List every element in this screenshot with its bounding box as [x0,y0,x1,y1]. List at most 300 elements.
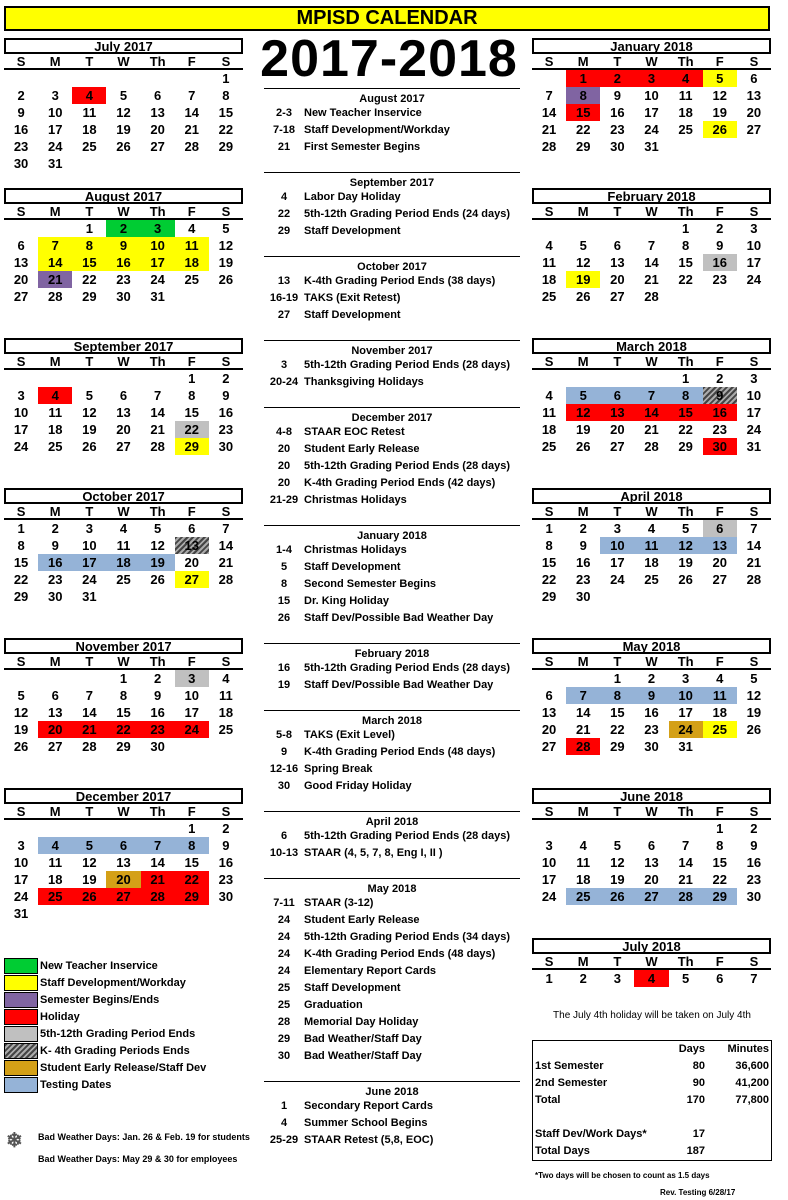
day-cell: 7 [188,88,196,103]
day-cell: 6 [613,238,621,253]
day-cell: 3 [613,971,621,986]
day-cell: 17 [72,554,106,571]
day-cell: 24 [746,422,762,437]
day-cell: 8 [600,687,634,704]
legend-swatch [4,1026,38,1042]
event-text: Graduation [304,999,363,1011]
month-title: February 2018 [532,188,771,204]
day-cell: 6 [545,688,553,703]
day-cell: 27 [610,289,625,304]
day-cell: 9 [154,688,162,703]
event-date: 1-4 [276,544,292,556]
day-cell: 27 [13,289,29,304]
event-date: 30 [277,780,291,792]
empty-cell [4,370,38,387]
day-cell: 27 [116,439,131,454]
day-cell: 23 [218,422,234,437]
day-cell: 12 [575,255,591,270]
empty-cell [566,820,600,837]
event-row [264,290,520,307]
day-cell: 27 [47,739,63,754]
day-cell: 8 [566,87,600,104]
empty-cell [566,670,600,687]
legend-label: Holiday [40,1010,80,1023]
day-cell: 18 [541,422,557,437]
day-cell: 25 [541,439,557,454]
day-cell: 3 [613,521,621,536]
day-cell: 25 [116,572,131,587]
weekday-label: S [544,204,554,219]
day-cell: 22 [610,722,625,737]
day-cell: 12 [82,405,97,420]
weekday-label: Th [677,504,694,519]
day-cell: 31 [150,289,165,304]
weekday-label: F [187,804,196,819]
day-cell: 16 [218,405,234,420]
event-text: Spring Break [304,763,373,775]
event-row [264,559,520,576]
day-cell: 21 [38,271,72,288]
weekday-header [4,504,243,520]
day-cell: 7 [647,238,656,253]
day-cell: 12 [669,537,703,554]
empty-cell [72,820,106,837]
weekday-label: F [715,954,724,969]
event-row [264,307,520,324]
day-cell: 15 [669,404,703,421]
day-cell: 8 [119,688,128,703]
legend-item [4,1059,234,1076]
day-cell: 3 [545,838,553,853]
day-cell: 2 [579,521,587,536]
day-cell: 13 [541,705,557,720]
day-cell: 19 [82,422,97,437]
event-text: Labor Day Holiday [304,191,401,203]
day-cell: 19 [141,554,175,571]
day-cell: 18 [541,272,557,287]
weekday-header [4,654,243,670]
weekday-label: M [577,354,589,369]
event-date: 3 [280,359,288,371]
day-cell: 1 [682,221,690,236]
day-cell: 18 [175,254,209,271]
summary-cell: Total Days [535,1145,590,1157]
event-row [264,374,520,391]
day-cell: 12 [746,688,762,703]
weekday-label: S [221,54,231,69]
day-cell: 17 [47,122,63,137]
day-cell: 3 [682,671,690,686]
event-text: Dr. King Holiday [304,595,389,607]
day-cell: 2 [106,220,140,237]
day-cell: 9 [222,388,230,403]
day-cell: 4 [545,238,553,253]
month-october-2017 [4,488,243,605]
calendar-title: MPISD CALENDAR [4,6,770,31]
event-text: Secondary Report Cards [304,1100,433,1112]
event-month-title: September 2017 [264,172,520,189]
weekday-label: M [577,504,589,519]
event-row [264,357,520,374]
month-june-2018 [532,788,771,905]
day-cell: 21 [72,721,106,738]
day-cell: 26 [746,722,762,737]
day-cell: 4 [119,521,128,536]
legend-item [4,957,234,974]
legend [4,957,234,1093]
weekday-header [532,504,771,520]
month-december-2017 [4,788,243,922]
day-cell: 18 [712,705,727,720]
day-cell: 22 [175,871,209,888]
legend-label: Testing Dates [40,1078,112,1091]
day-cell: 20 [644,872,659,887]
day-cell: 18 [106,554,140,571]
day-cell: 4 [716,671,724,686]
day-cell: 21 [141,871,175,888]
event-row [264,912,520,929]
day-cell: 2 [716,221,724,236]
weekday-label: M [49,54,61,69]
day-cell: 6 [51,688,59,703]
day-cell: 21 [746,555,762,570]
day-cell: 7 [634,387,668,404]
weekday-header [4,354,243,370]
empty-cell [600,370,634,387]
weekday-header [532,954,771,970]
weekday-label: Th [149,54,166,69]
weekday-label: F [715,504,724,519]
event-month-title: February 2018 [264,643,520,660]
day-cell: 15 [72,254,106,271]
day-cell: 9 [703,387,737,404]
month-november-2017 [4,638,243,755]
day-cell: 8 [222,88,230,103]
legend-label: Staff Development/Workday [40,976,186,989]
event-text: 5th-12th Grading Period Ends (24 days) [304,208,510,220]
day-cell: 29 [116,739,131,754]
day-cell: 24 [541,889,557,904]
day-cell: 23 [13,139,29,154]
event-row [264,492,520,509]
weekday-label: F [715,354,724,369]
day-cell: 3 [17,838,25,853]
weekday-label: F [187,54,196,69]
day-cell: 8 [175,837,209,854]
events-column [264,88,520,1149]
weekday-label: Th [677,204,694,219]
day-cell: 31 [678,739,693,754]
day-cell: 19 [712,105,727,120]
bad-weather-employees: Bad Weather Days: May 29 & 30 for employees [38,1154,238,1164]
day-cell: 1 [566,70,600,87]
day-cell: 10 [47,105,63,120]
day-cell: 5 [579,238,587,253]
event-date: 4 [280,191,288,203]
day-cell: 24 [746,272,762,287]
day-cell: 13 [746,88,762,103]
day-grid [4,70,243,172]
empty-cell [38,670,72,687]
day-cell: 25 [218,722,234,737]
weekday-label: S [749,504,759,519]
day-cell: 20 [610,272,625,287]
event-text: First Semester Begins [304,141,421,153]
day-cell: 1 [85,221,93,236]
day-cell: 27 [610,439,625,454]
day-cell: 19 [13,722,29,737]
summary-cell: Staff Dev/Work Days* [535,1128,647,1140]
event-month-block [264,525,520,627]
day-cell: 6 [119,388,128,403]
weekday-label: W [117,204,130,219]
event-text: 5th-12th Grading Period Ends (28 days) [304,830,510,842]
event-text: Student Early Release [304,914,420,926]
event-month-block [264,1081,520,1149]
event-text: Thanksgiving Holidays [304,376,424,388]
weekday-label: W [117,54,130,69]
day-cell: 24 [47,139,63,154]
empty-cell [106,70,140,87]
empty-cell [600,220,634,237]
day-cell: 14 [150,405,165,420]
day-cell: 28 [746,572,762,587]
event-text: 5th-12th Grading Period Ends (28 days) [304,359,510,371]
weekday-label: W [117,654,130,669]
legend-swatch [4,1077,38,1093]
day-cell: 10 [13,855,29,870]
event-row [264,997,520,1014]
event-text: Christmas Holidays [304,494,407,506]
weekday-label: S [544,504,554,519]
day-cell: 22 [106,721,140,738]
empty-cell [4,820,38,837]
day-cell: 6 [106,837,140,854]
event-text: 5th-12th Grading Period Ends (34 days) [304,931,510,943]
event-date: 24 [277,948,291,960]
revision-note: Rev. Testing 6/28/17 [660,1188,736,1197]
month-july-2017 [4,38,243,172]
weekday-label: T [613,504,622,519]
weekday-label: F [187,504,196,519]
day-cell: 7 [222,521,230,536]
day-cell: 15 [116,705,131,720]
event-text: STAAR (3-12) [304,897,374,909]
day-cell: 16 [703,404,737,421]
empty-cell [4,670,38,687]
event-text: Staff Development [304,309,401,321]
day-cell: 9 [634,687,668,704]
event-date: 2-3 [276,107,292,119]
weekday-header [532,54,771,70]
day-cell: 5 [613,838,621,853]
day-cell: 13 [47,705,63,720]
day-cell: 28 [644,439,659,454]
weekday-label: M [577,954,589,969]
day-cell: 16 [106,254,140,271]
day-cell: 13 [150,105,165,120]
day-cell: 30 [575,589,591,604]
day-cell: 12 [82,855,97,870]
day-cell: 29 [541,589,557,604]
weekday-label: Th [149,654,166,669]
event-date: 30 [277,1050,291,1062]
month-february-2018 [532,188,771,305]
legend-item [4,1008,234,1025]
day-cell: 15 [218,105,234,120]
day-cell: 14 [678,855,693,870]
event-row [264,946,520,963]
event-date: 16-19 [269,292,299,304]
day-cell: 19 [610,872,625,887]
day-cell: 25 [47,439,63,454]
day-cell: 29 [82,289,97,304]
day-cell: 22 [13,572,29,587]
day-cell: 13 [610,255,625,270]
day-cell: 13 [644,855,659,870]
day-cell: 1 [222,71,230,86]
day-cell: 29 [218,139,234,154]
summary-row [533,1126,771,1143]
day-cell: 27 [175,571,209,588]
weekday-label: W [645,954,658,969]
day-cell: 5 [119,88,128,103]
event-date: 10-13 [269,847,299,859]
day-cell: 8 [669,387,703,404]
event-row [264,677,520,694]
month-may-2018 [532,638,771,755]
day-cell: 18 [82,122,97,137]
day-cell: 12 [116,105,131,120]
day-cell: 12 [150,538,165,553]
legend-swatch [4,975,38,991]
day-cell: 14 [184,105,199,120]
month-title: January 2018 [532,38,771,54]
day-cell: 16 [610,105,625,120]
day-cell: 25 [644,572,659,587]
month-title: July 2017 [4,38,243,54]
day-cell: 12 [712,88,727,103]
event-month-block [264,643,520,694]
event-text: STAAR EOC Retest [304,426,405,438]
day-cell: 9 [222,838,230,853]
event-row [264,475,520,492]
day-cell: 11 [48,855,63,870]
day-cell: 17 [610,555,625,570]
day-grid [532,670,771,755]
day-cell: 16 [218,855,234,870]
weekday-label: S [221,804,231,819]
day-cell: 14 [218,538,234,553]
event-row [264,189,520,206]
weekday-label: S [544,804,554,819]
day-cell: 20 [150,122,165,137]
day-cell: 6 [154,88,162,103]
legend-label: Student Early Release/Staff Dev [40,1061,207,1074]
weekday-label: S [544,354,554,369]
weekday-label: T [613,804,622,819]
event-row [264,223,520,240]
day-cell: 15 [541,555,557,570]
day-cell: 26 [82,439,97,454]
event-row [264,593,520,610]
day-cell: 6 [716,971,724,986]
day-cell: 22 [712,872,727,887]
empty-cell [669,820,703,837]
day-cell: 17 [541,872,557,887]
day-cell: 10 [184,688,199,703]
day-cell: 15 [566,104,600,121]
event-month-block [264,88,520,156]
weekday-label: Th [677,804,694,819]
day-cell: 14 [38,254,72,271]
weekday-label: S [221,654,231,669]
day-cell: 23 [575,572,591,587]
day-cell: 18 [47,872,63,887]
day-cell: 31 [746,439,762,454]
legend-item [4,1025,234,1042]
empty-cell [600,820,634,837]
day-cell: 1 [17,521,25,536]
day-cell: 23 [712,272,727,287]
event-text: Staff Dev/Possible Bad Weather Day [304,679,494,691]
weekday-label: M [577,204,589,219]
event-row [264,105,520,122]
day-cell: 30 [746,889,762,904]
day-grid [4,520,243,605]
day-cell: 10 [600,537,634,554]
legend-label: K- 4th Grading Periods Ends [40,1044,190,1057]
month-august-2017 [4,188,243,305]
weekday-label: W [645,654,658,669]
weekday-label: S [16,204,26,219]
event-row [264,139,520,156]
weekday-label: S [544,654,554,669]
day-cell: 27 [106,888,140,905]
day-cell: 3 [17,388,25,403]
day-cell: 31 [82,589,97,604]
event-text: Staff Development [304,561,401,573]
weekday-label: Th [149,504,166,519]
weekday-label: S [221,504,231,519]
summary-cell: 1st Semester [535,1060,604,1072]
day-cell: 7 [682,838,690,853]
weekday-header [532,804,771,820]
day-cell: 10 [644,88,659,103]
day-cell: 7 [545,88,553,103]
day-cell: 11 [703,687,737,704]
month-september-2017 [4,338,243,455]
day-cell: 1 [682,371,690,386]
empty-cell [175,70,209,87]
event-date: 19 [277,679,291,691]
event-date: 16 [277,662,291,674]
weekday-label: F [187,204,196,219]
empty-cell [566,220,600,237]
event-month-title: January 2018 [264,525,520,542]
day-cell: 14 [575,705,591,720]
weekday-label: S [221,354,231,369]
day-cell: 2 [51,521,59,536]
day-cell: 5 [222,221,230,236]
event-date: 25-29 [269,1134,299,1146]
day-cell: 28 [644,289,659,304]
event-date: 24 [277,914,291,926]
day-cell: 28 [669,888,703,905]
day-cell: 30 [218,889,234,904]
day-cell: 18 [47,422,63,437]
event-row [264,1014,520,1031]
